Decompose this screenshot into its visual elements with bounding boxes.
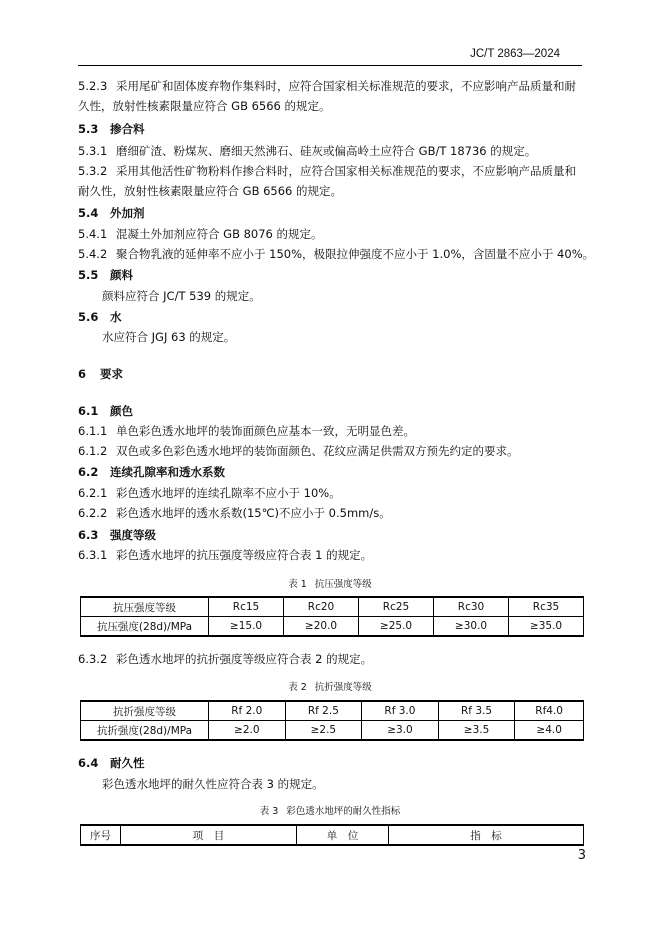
clause-6-1-1 — [78, 424, 588, 438]
clause-number: 5.4.2 — [78, 247, 108, 261]
table2-caption — [78, 679, 582, 693]
table-cell: ≥3.0 — [362, 721, 439, 741]
clause-number: 6.3.1 — [78, 548, 108, 562]
table1-caption — [78, 576, 582, 590]
table1-compressive-strength — [80, 596, 584, 637]
clause-text: 颜料应符合 JC/T 539 的规定。 — [102, 289, 261, 303]
clause-number: 6.1.2 — [78, 444, 108, 458]
section-6-1-heading — [78, 404, 588, 418]
clause-5-4-1 — [78, 227, 588, 241]
table-cell: Rf4.0 — [515, 701, 584, 721]
table2-label: 表 2 — [288, 682, 307, 693]
table2-flexural-strength — [80, 700, 584, 741]
clause-text: 彩色透水地坪的耐久性应符合表 3 的规定。 — [102, 777, 324, 791]
table-cell: ≥15.0 — [209, 617, 284, 637]
section-6-2-heading — [78, 465, 588, 479]
section-number: 5.4 — [78, 206, 99, 220]
table-row — [81, 701, 584, 721]
table-cell: ≥2.5 — [285, 721, 362, 741]
clause-number: 6.3.2 — [78, 652, 108, 666]
clause-text: 彩色透水地坪的透水系数(15℃)不应小于 0.5mm/s。 — [116, 506, 391, 520]
table-cell: 抗压强度等级 — [81, 597, 209, 617]
column-header: 单 位 — [297, 825, 389, 845]
table-cell: Rc15 — [209, 597, 284, 617]
column-header: 序号 — [81, 825, 121, 845]
clause-number: 5.4.1 — [78, 227, 108, 241]
table-cell: Rf 2.0 — [209, 701, 286, 721]
section-title: 耐久性 — [110, 756, 145, 770]
table-cell: Rc20 — [284, 597, 359, 617]
clause-number: 6.2.1 — [78, 486, 108, 500]
section-title: 颜色 — [110, 404, 133, 418]
section-number: 6.1 — [78, 404, 99, 418]
document-code: JC/T 2863—2024 — [470, 48, 560, 60]
clause-5-4-2 — [78, 247, 595, 261]
table3-durability — [80, 824, 584, 846]
section-title: 颜料 — [110, 268, 133, 282]
section-6-3-heading — [78, 528, 588, 542]
clause-5-5-text — [78, 289, 612, 303]
clause-text: 采用尾矿和固体废弃物作集料时，应符合国家相关标准规范的要求，不应影响产品质量和耐 — [116, 79, 576, 93]
table-cell: ≥3.5 — [438, 721, 515, 741]
clause-6-3-1 — [78, 548, 588, 562]
section-number: 5.6 — [78, 310, 99, 324]
table-row — [81, 721, 584, 741]
table-cell: Rc35 — [509, 597, 584, 617]
chapter-6-heading — [78, 367, 588, 381]
clause-text: 单色彩色透水地坪的装饰面颜色应基本一致，无明显色差。 — [116, 424, 415, 438]
clause-text: 久性，放射性核素限量应符合 GB 6566 的规定。 — [78, 99, 331, 113]
clause-5-2-3-cont — [78, 99, 588, 113]
table-cell: Rf 2.5 — [285, 701, 362, 721]
table-row — [81, 597, 584, 617]
table-cell: ≥2.0 — [209, 721, 286, 741]
section-number: 6.4 — [78, 756, 99, 770]
table3-label: 表 3 — [259, 806, 279, 817]
section-number: 6.2 — [78, 465, 99, 479]
section-6-4-heading — [78, 756, 588, 770]
page-number: 3 — [577, 848, 586, 863]
clause-5-2-3 — [78, 79, 588, 93]
table-cell: Rf 3.0 — [362, 701, 439, 721]
clause-5-3-1 — [78, 144, 588, 158]
clause-number: 6.2.2 — [78, 506, 108, 520]
section-5-3-heading — [78, 122, 588, 136]
section-number: 5.5 — [78, 268, 99, 282]
table-cell: 抗折强度等级 — [81, 701, 209, 721]
chapter-number: 6 — [78, 367, 87, 381]
table-cell: 抗压强度(28d)/MPa — [81, 617, 209, 637]
table-cell: ≥35.0 — [509, 617, 584, 637]
section-5-5-heading — [78, 268, 588, 282]
section-title: 水 — [110, 310, 122, 324]
table3-caption — [78, 803, 582, 817]
section-number: 5.3 — [78, 122, 99, 136]
section-title: 外加剂 — [110, 206, 145, 220]
table-cell: Rc25 — [359, 597, 434, 617]
clause-6-1-2 — [78, 444, 588, 458]
clause-text: 彩色透水地坪的抗折强度等级应符合表 2 的规定。 — [116, 652, 373, 666]
table1-title: 抗压强度等级 — [314, 579, 372, 590]
clause-number: 5.3.1 — [78, 144, 108, 158]
clause-text: 彩色透水地坪的抗压强度等级应符合表 1 的规定。 — [116, 548, 373, 562]
clause-5-3-2-cont — [78, 184, 588, 198]
clause-5-6-text — [78, 330, 612, 344]
clause-text: 磨细矿渣、粉煤灰、磨细天然沸石、硅灰或偏高岭土应符合 GB/T 18736 的规定。 — [116, 144, 537, 158]
section-title: 掺合料 — [110, 122, 145, 136]
faint-watermark — [230, 904, 430, 918]
clause-text: 采用其他活性矿物粉料作掺合料时，应符合国家相关标准规范的要求，不应影响产品质量和 — [116, 164, 576, 178]
table-header-row — [81, 825, 584, 845]
clause-6-4-text — [78, 777, 612, 791]
clause-5-3-2 — [78, 164, 588, 178]
clause-6-2-2 — [78, 506, 588, 520]
table-cell: ≥25.0 — [359, 617, 434, 637]
clause-6-3-2 — [78, 652, 588, 666]
clause-6-2-1 — [78, 486, 588, 500]
table-cell: Rc30 — [434, 597, 509, 617]
table-cell: ≥4.0 — [515, 721, 584, 741]
column-header: 指 标 — [389, 825, 584, 845]
chapter-title: 要求 — [100, 367, 123, 381]
column-header: 项 目 — [121, 825, 297, 845]
table3-title: 彩色透水地坪的耐久性指标 — [286, 806, 401, 817]
section-title: 连续孔隙率和透水系数 — [110, 465, 225, 479]
clause-text: 耐久性，放射性核素限量应符合 GB 6566 的规定。 — [78, 184, 343, 198]
clause-text: 混凝土外加剂应符合 GB 8076 的规定。 — [116, 227, 323, 241]
table2-title: 抗折强度等级 — [314, 682, 372, 693]
section-5-6-heading — [78, 310, 588, 324]
clause-text: 彩色透水地坪的连续孔隙率不应小于 10%。 — [116, 486, 341, 500]
table-row — [81, 617, 584, 637]
clause-number: 6.1.1 — [78, 424, 108, 438]
clause-number: 5.3.2 — [78, 164, 108, 178]
section-number: 6.3 — [78, 528, 99, 542]
table-cell: ≥30.0 — [434, 617, 509, 637]
clause-text: 双色或多色彩色透水地坪的装饰面颜色、花纹应满足供需双方预先约定的要求。 — [116, 444, 519, 458]
header-rule — [78, 65, 582, 66]
clause-text: 水应符合 JGJ 63 的规定。 — [102, 330, 236, 344]
table-cell: ≥20.0 — [284, 617, 359, 637]
clause-number: 5.2.3 — [78, 79, 108, 93]
table1-label: 表 1 — [288, 579, 307, 590]
table-cell: Rf 3.5 — [438, 701, 515, 721]
table-cell: 抗折强度(28d)/MPa — [81, 721, 209, 741]
section-5-4-heading — [78, 206, 588, 220]
section-title: 强度等级 — [110, 528, 156, 542]
clause-text: 聚合物乳液的延伸率不应小于 150%，极限拉伸强度不应小于 1.0%，含固量不应小于 40%。 — [116, 247, 595, 261]
